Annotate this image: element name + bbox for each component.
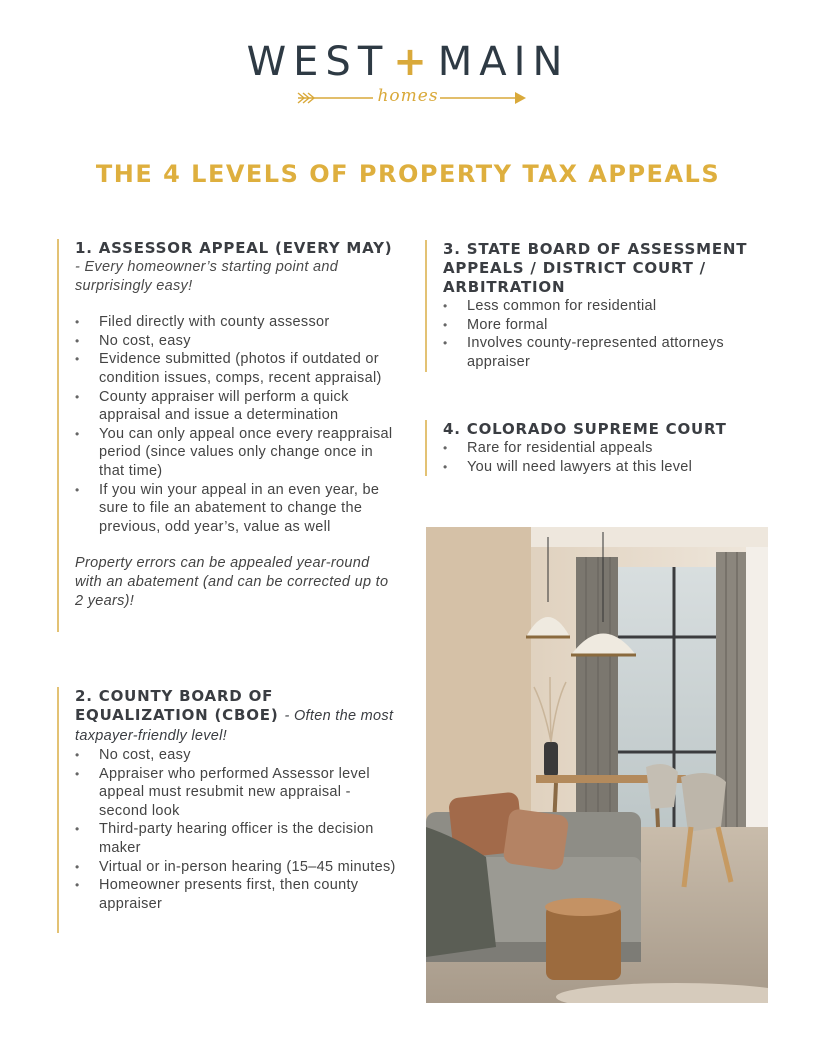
list-item: • Virtual or in-person hearing (15–45 minutes) xyxy=(75,858,397,877)
section-subtitle: - Often the most taxpayer-friendly level! xyxy=(75,708,394,744)
bullet-list xyxy=(75,746,397,913)
list-item: • Third-party hearing officer is the decision maker xyxy=(75,820,397,857)
section-subtitle: - Every homeowner’s starting point and surprisingly easy! xyxy=(75,259,339,294)
section-heading: 1. ASSESSOR APPEAL (EVERY MAY) xyxy=(75,239,393,257)
bullet-list xyxy=(75,313,395,536)
list-item: • Homeowner presents first, then county appraiser xyxy=(75,876,397,913)
list-item: • County appraiser will perform a quick appraisal and issue a determination xyxy=(75,388,395,425)
list-item: • Rare for residential appeals xyxy=(443,439,753,458)
list-item: • If you win your appeal in an even year, be sure to file an abatement to change the previous, odd year’s, value as well xyxy=(75,481,395,537)
list-item: • Less common for residential xyxy=(443,297,753,316)
logo-wordmark xyxy=(0,40,816,84)
list-item: • Appraiser who performed Assessor level appeal must resubmit new appraisal - second look xyxy=(75,765,397,821)
list-item: • More formal xyxy=(443,316,753,335)
bullet-list xyxy=(443,297,753,371)
section-heading-text: 2. COUNTY BOARD OF EQUALIZATION (CBOE) xyxy=(75,687,279,724)
section-heading: 4. COLORADO SUPREME COURT xyxy=(443,420,727,438)
list-item: • No cost, easy xyxy=(75,746,397,765)
brand-logo xyxy=(0,40,816,112)
section-county-board xyxy=(57,687,397,933)
list-item: • Evidence submitted (photos if outdated or condition issues, comps, recent appraisal) xyxy=(75,350,395,387)
section-state-board xyxy=(425,240,753,372)
list-item: • Involves county-represented attorneys appraiser xyxy=(443,334,753,371)
section-heading: 3. STATE BOARD OF ASSESSMENT APPEALS / DISTRICT COURT / ARBITRATION xyxy=(443,240,748,296)
logo-word-main: MAIN xyxy=(437,39,570,85)
section-note: Property errors can be appealed year-round with an abatement (and can be corrected up to 2 years)! xyxy=(75,555,389,609)
section-assessor-appeal xyxy=(57,239,395,632)
logo-word-west: WEST xyxy=(246,39,390,85)
section-supreme-court xyxy=(425,420,753,476)
bullet-list xyxy=(443,439,753,476)
logo-homes-text: homes xyxy=(377,86,439,106)
list-item: • Filed directly with county assessor xyxy=(75,313,395,332)
list-item: • You can only appeal once every reappraisal period (since values only change once in that time) xyxy=(75,425,395,481)
list-item: • No cost, easy xyxy=(75,332,395,351)
section-heading xyxy=(75,687,397,746)
interior-illustration xyxy=(426,527,768,1003)
logo-sub-row xyxy=(0,86,816,112)
interior-photo xyxy=(426,527,768,1003)
page-title: THE 4 LEVELS OF PROPERTY TAX APPEALS xyxy=(95,160,721,188)
logo-plus: + xyxy=(393,39,434,85)
list-item: • You will need lawyers at this level xyxy=(443,458,753,477)
